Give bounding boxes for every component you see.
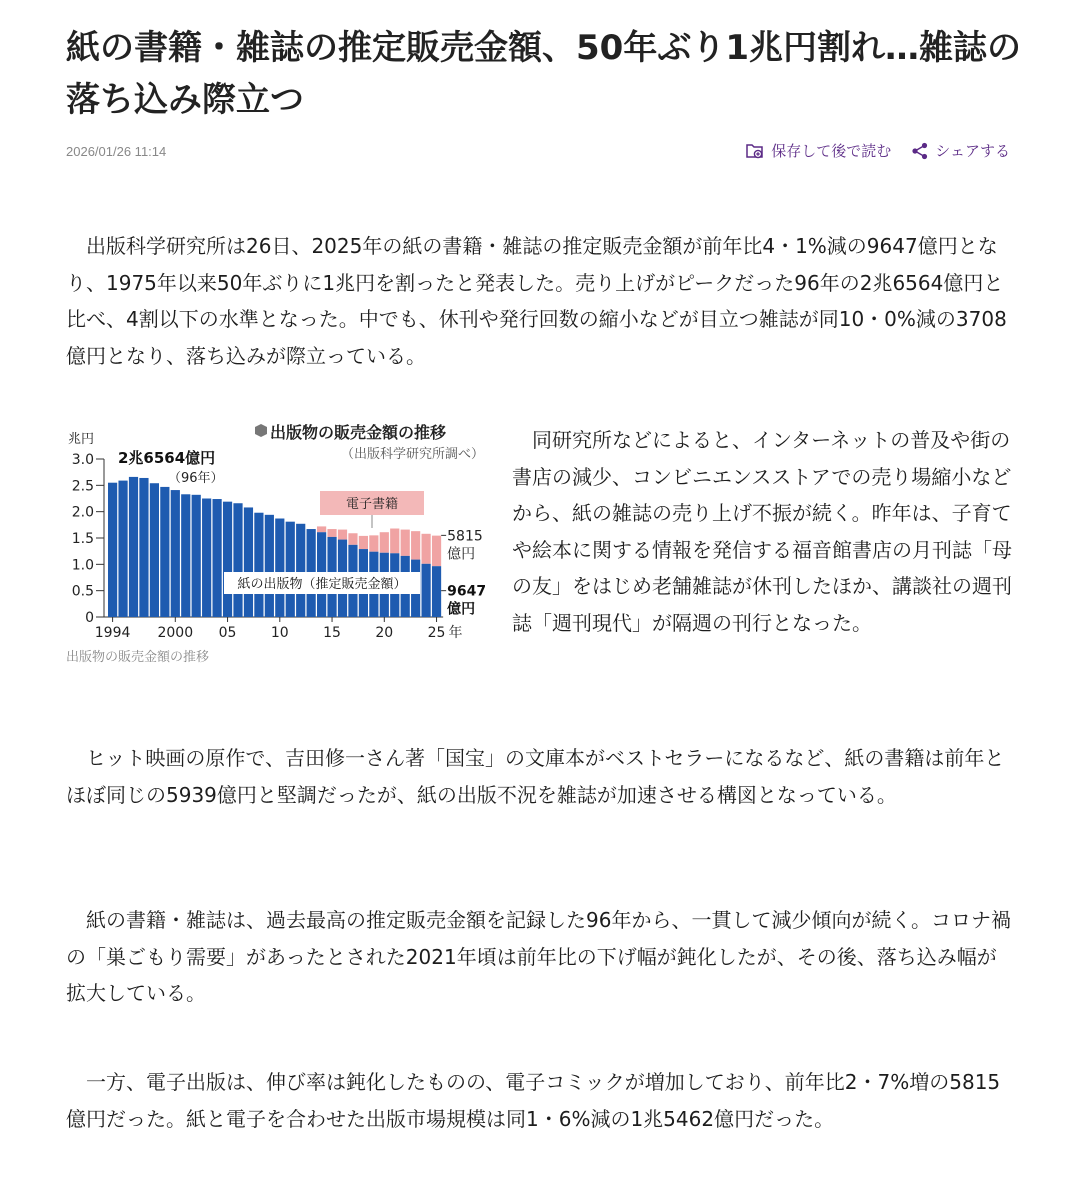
chart-title: 出版物の販売金額の推移 xyxy=(270,423,447,442)
chart-x-tick-label: 2000 xyxy=(157,625,194,641)
chart-y-unit: 兆円 xyxy=(68,432,95,447)
digital-legend-label: 電子書籍 xyxy=(345,497,399,512)
digital-value-unit: 億円 xyxy=(447,546,476,563)
chart-y-tick-label: 0 xyxy=(85,610,94,626)
chart-y-tick-label: 2.5 xyxy=(71,478,94,495)
sales-chart xyxy=(64,418,496,648)
share-icon xyxy=(911,142,929,160)
chart-y-tick-label: 1.0 xyxy=(71,557,94,574)
sales-chart-figure xyxy=(64,418,496,668)
print-bar xyxy=(254,513,263,617)
print-bar xyxy=(118,481,127,617)
chart-y-tick-label: 3.0 xyxy=(71,452,94,468)
folder-plus-icon xyxy=(745,142,765,160)
article-paragraph: 紙の書籍・雑誌は、過去最高の推定販売金額を記録した96年から、一貫して減少傾向が続く。コロナ禍の「巣ごもり需要」があったとされた2021年頃は前年比の下げ幅が鈍化したが、その後、落ち込み幅が拡大している。 xyxy=(66,908,1012,1005)
chart-x-tick-label: 10 xyxy=(270,625,289,641)
article-title: 紙の書籍・雑誌の推定販売金額、50年ぶり1兆円割れ…雑誌の落ち込み際立つ xyxy=(66,28,1021,120)
chart-x-tick-label: 25 xyxy=(427,625,446,641)
chart-x-tick-label: 20 xyxy=(375,625,394,641)
chart-y-tick-label: 0.5 xyxy=(71,583,94,600)
print-bar xyxy=(233,503,242,617)
digital-bar xyxy=(401,530,410,556)
print-value-label: 9647 xyxy=(447,583,487,600)
peak-year-label: （96年） xyxy=(168,471,224,486)
article-paragraph: 一方、電子出版は、伸び率は鈍化したものの、電子コミックが増加しており、前年比2・7%増の5815億円だった。紙と電子を合わせた出版市場規模は同1・6%減の1兆5462億円だった。 xyxy=(66,1070,1001,1131)
print-value-unit: 億円 xyxy=(447,601,476,618)
print-bar xyxy=(108,483,117,617)
print-bar xyxy=(202,499,211,618)
print-bar xyxy=(213,499,222,617)
digital-bar xyxy=(327,529,336,537)
digital-bar xyxy=(422,534,431,564)
chart-x-tick-label: 15 xyxy=(323,625,341,641)
article-paragraph: 出版科学研究所は26日、2025年の紙の書籍・雑誌の推定販売金額が前年比4・1%減の9647億円となり、1975年以来50年ぶりに1兆円を割ったと発表した。売り上げがピークだった96年の2兆6564億円と比べ、4割以下の水準となった。中でも、休刊や発行回数の縮小などが目立つ雑誌が同10・0%減の3708億円となり、落ち込みが際立っている。 xyxy=(66,234,1007,368)
figure-caption: 出版物の販売金額の推移 xyxy=(66,650,210,665)
digital-bar xyxy=(411,531,420,559)
share-label: シェアする xyxy=(935,142,1010,160)
print-legend-label: 紙の出版物（推定販売金額） xyxy=(237,577,407,592)
article-meta xyxy=(66,140,1010,168)
print-bar xyxy=(150,483,159,617)
digital-bar xyxy=(380,532,389,553)
chart-y-tick-label: 2.0 xyxy=(71,504,94,521)
digital-bar xyxy=(359,536,368,549)
cube-icon xyxy=(255,424,267,437)
article-paragraph: 同研究所などによると、インターネットの普及や街の書店の減少、コンビニエンスストアでの売り場縮小などから、紙の雑誌の売り上げ不振が続く。昨年は、子育てや絵本に関する情報を発信する福音館書店の月刊誌「母の友」をはじめ老舗雑誌が休刊したほか、講談社の週刊誌「週刊現代」が隔週の刊行となった。 xyxy=(512,428,1012,635)
save-for-later-label: 保存して後で読む xyxy=(771,142,892,160)
digital-bar xyxy=(317,526,326,532)
print-bar xyxy=(286,522,295,617)
print-bar xyxy=(296,524,305,617)
print-bar xyxy=(223,502,232,617)
peak-value-label: 2兆6564億円 xyxy=(118,449,216,467)
digital-value-label: 5815 xyxy=(447,528,483,545)
chart-x-unit: 年 xyxy=(448,625,463,641)
print-bar xyxy=(244,507,253,617)
chart-y-tick-label: 1.5 xyxy=(71,531,94,547)
article-paragraph: ヒット映画の原作で、吉田修一さん著「国宝」の文庫本がベストセラーになるなど、紙の書籍は前年とほぼ同じの5939億円と堅調だったが、紙の出版不況を雑誌が加速させる構図となっている。 xyxy=(66,746,1005,807)
print-bar xyxy=(181,494,190,617)
print-bar xyxy=(422,564,431,617)
print-bar xyxy=(129,477,138,617)
print-bar xyxy=(192,495,201,617)
publish-date: 2026/01/26 11:14 xyxy=(66,144,167,159)
digital-bar xyxy=(338,530,347,540)
digital-bar xyxy=(369,535,378,551)
chart-x-tick-label: 1994 xyxy=(94,625,131,641)
print-bar xyxy=(139,478,148,617)
share-button[interactable] xyxy=(911,140,1010,161)
print-bar xyxy=(275,519,284,617)
print-bar xyxy=(265,515,274,617)
print-bar xyxy=(171,490,180,617)
digital-bar xyxy=(432,536,441,567)
digital-bar xyxy=(348,533,357,545)
chart-subtitle: （出版科学研究所調べ） xyxy=(340,447,484,462)
save-for-later-button[interactable] xyxy=(745,140,891,161)
chart-x-tick-label: 05 xyxy=(218,625,237,641)
print-bar xyxy=(432,566,441,617)
print-bar xyxy=(160,487,169,617)
article-actions xyxy=(745,140,1010,161)
digital-bar xyxy=(390,529,399,554)
